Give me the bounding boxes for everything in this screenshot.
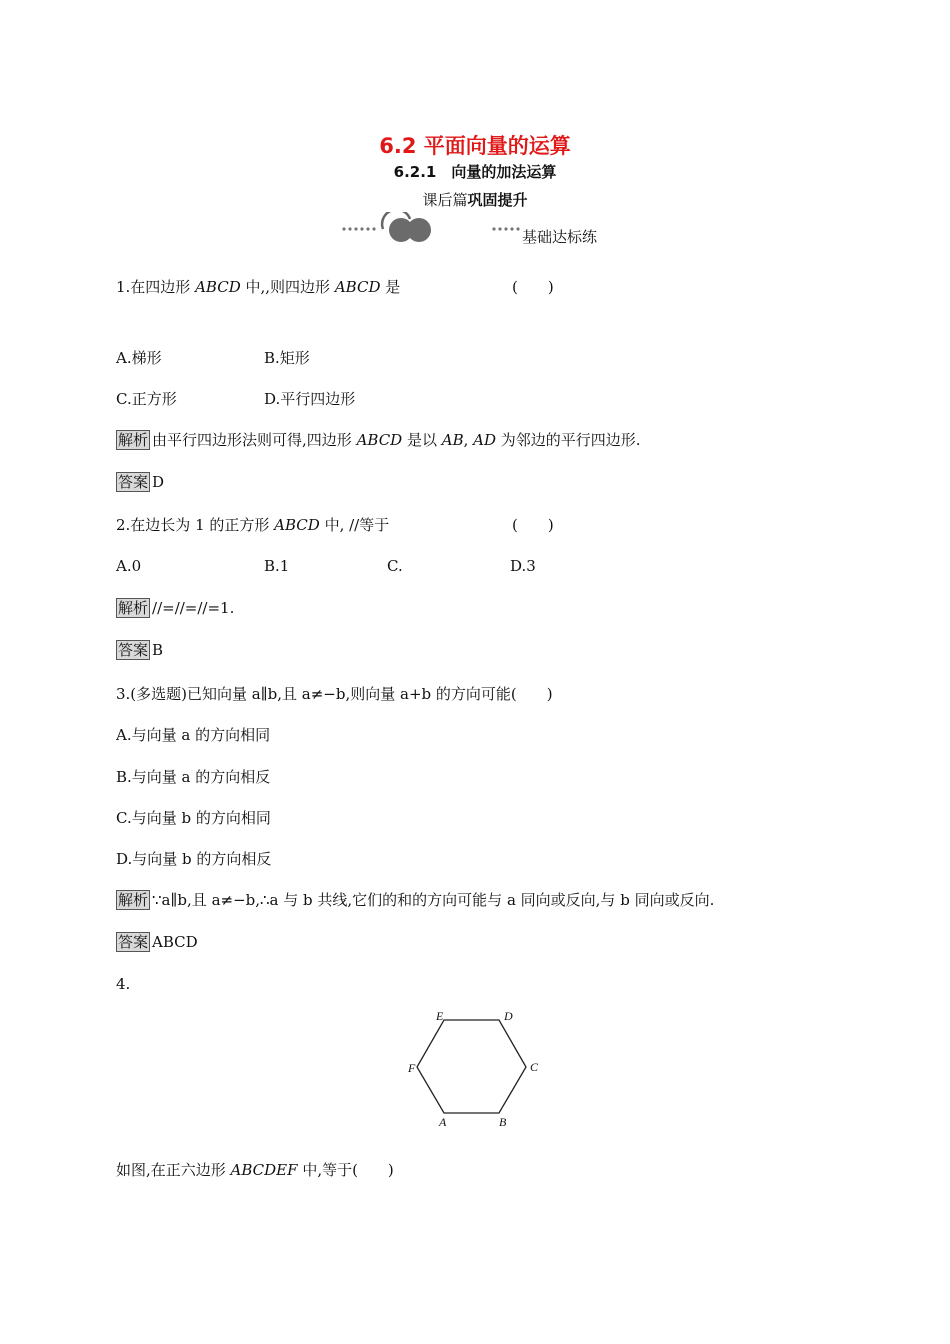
vertex-label-e: E (436, 1009, 444, 1023)
q2-answer (116, 640, 163, 660)
section-heading (0, 189, 950, 210)
q2-stem-text: 中, //等于 (319, 516, 390, 534)
q1-analysis-text: , (463, 431, 474, 449)
vertex-label-b: B (499, 1115, 507, 1129)
level-badge-icon (340, 212, 540, 246)
answer-tag: 答案 (118, 933, 149, 951)
q3-option-b: B.与向量 a 的方向相反 (116, 768, 271, 786)
vertex-label-f: F (408, 1061, 416, 1075)
q1-option-b: B.矩形 (264, 349, 310, 367)
q1-stem-italic: ABCD (195, 278, 241, 296)
q3-answer-value: ABCD (152, 933, 198, 951)
q3-analysis-text: ∵a∥b,且 a≠−b,∴a 与 b 共线,它们的和的方向可能与 a 同向或反向,与 b 同向或反向. (152, 891, 715, 909)
analysis-tag: 解析 (118, 599, 149, 617)
section-bold: 巩固提升 (467, 191, 528, 209)
level-label: 基础达标练 (522, 228, 598, 246)
q1-answer (116, 472, 164, 492)
q1-stem-text: ,则四边形 (265, 278, 335, 296)
q1-stem (116, 276, 400, 297)
q1-option-d: D.平行四边形 (264, 390, 356, 408)
q1-option-c: C.正方形 (116, 390, 177, 408)
q1-stem-text: 1.在四边形 (116, 278, 196, 296)
page-title: 6.2 平面向量的运算 (379, 134, 571, 158)
q4-stem-italic: ABCDEF (230, 1161, 298, 1179)
q1-analysis-italic: AB (441, 431, 464, 449)
q1-answer-value: D (152, 473, 165, 491)
q3-analysis (116, 889, 714, 910)
answer-tag: 答案 (118, 641, 149, 659)
vertex-label-d: D (504, 1009, 513, 1023)
hexagon-shape (417, 1020, 526, 1113)
q1-analysis-italic: AD (473, 431, 497, 449)
q1-analysis-text: 为邻边的平行四边形. (496, 431, 641, 449)
q1-analysis-text: 是以 (402, 431, 442, 449)
q1-analysis-text: 由平行四边形法则可得,四边形 (152, 431, 357, 449)
q3-option-a: A.与向量 a 的方向相同 (116, 726, 271, 744)
q2-stem-italic: ABCD (274, 516, 320, 534)
q2-analysis-text: //=//=//=1. (152, 599, 235, 617)
q4-number: 4. (116, 975, 131, 993)
q2-stem (116, 514, 389, 535)
q2-option-d: D.3 (510, 557, 536, 575)
q1-analysis-italic: ABCD (356, 431, 403, 449)
q3-option-d: D.与向量 b 的方向相反 (116, 850, 272, 868)
q3-option-c: C.与向量 b 的方向相同 (116, 809, 271, 827)
q1-stem-italic: ABCD (334, 278, 381, 296)
q2-option-b: B.1 (264, 557, 290, 575)
analysis-tag: 解析 (118, 431, 149, 449)
vertex-label-c: C (530, 1060, 539, 1074)
q4-stem-text: 如图,在正六边形 (116, 1161, 231, 1179)
q2-paren: ( ) (512, 516, 554, 534)
q1-option-a: A.梯形 (116, 349, 162, 367)
q1-analysis (116, 429, 641, 450)
q1-paren: ( ) (512, 278, 554, 296)
section-subtitle: 6.2.1 向量的加法运算 (393, 163, 557, 181)
q1-stem-text: 中, (240, 278, 266, 296)
q3-answer (116, 932, 198, 952)
q3-stem: 3.(多选题)已知向量 a∥b,且 a≠−b,则向量 a+b 的方向可能( ) (116, 685, 553, 703)
q2-option-c: C. (387, 557, 403, 575)
q4-stem-text: 中,等于( ) (297, 1161, 394, 1179)
q2-option-a: A.0 (116, 557, 142, 575)
vertex-label-a: A (439, 1115, 447, 1129)
hexagon-figure (400, 1002, 550, 1132)
section-prefix: 课后篇 (422, 191, 468, 209)
q1-stem-text: 是 (380, 278, 401, 296)
answer-tag: 答案 (118, 473, 149, 491)
q2-stem-text: 2.在边长为 1 的正方形 (116, 516, 275, 534)
analysis-tag: 解析 (118, 891, 149, 909)
q2-answer-value: B (152, 641, 164, 659)
q4-stem (116, 1159, 394, 1180)
q2-analysis (116, 598, 234, 618)
